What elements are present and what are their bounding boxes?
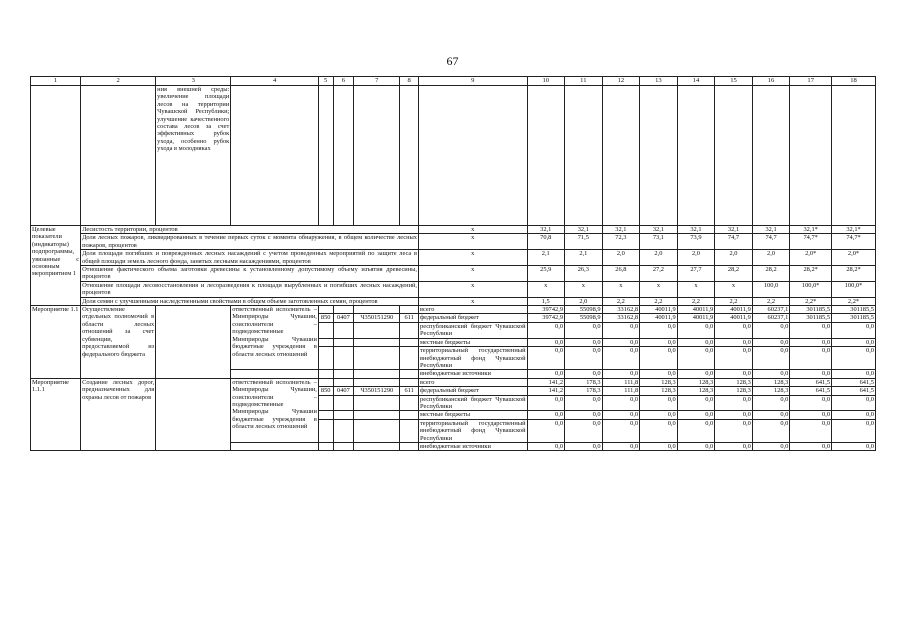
indicator-row xyxy=(31,226,876,234)
funding-value: 0,0 xyxy=(640,347,678,370)
indicator-value: 2,2 xyxy=(640,297,678,305)
indicator-value: 28,2 xyxy=(752,266,790,282)
table-cell xyxy=(333,306,354,314)
funding-value: 39742,9 xyxy=(527,314,565,322)
table-cell xyxy=(354,306,400,314)
indicator-value: 2,2 xyxy=(602,297,640,305)
table-cell xyxy=(318,395,333,411)
indicator-mark: х xyxy=(419,250,527,266)
indicator-name: Лесистость территории, процентов xyxy=(81,226,419,234)
funding-source: федеральный бюджет xyxy=(419,387,527,395)
funding-value: 128,3 xyxy=(640,378,678,386)
funding-value: 0,0 xyxy=(752,322,790,338)
table-cell xyxy=(400,419,419,442)
page-number: 67 xyxy=(446,54,459,68)
funding-value: 0,0 xyxy=(527,338,565,346)
table-cell xyxy=(81,86,156,226)
indicator-row xyxy=(31,234,876,250)
table-cell xyxy=(400,338,419,346)
table-cell xyxy=(640,86,678,226)
funding-value: 0,0 xyxy=(715,419,753,442)
table-cell xyxy=(333,442,354,450)
indicator-value: 2,0 xyxy=(640,250,678,266)
funding-value: 0,0 xyxy=(527,419,565,442)
indicator-value: 2,2* xyxy=(790,297,832,305)
funding-value: 0,0 xyxy=(832,338,876,346)
funding-value: 0,0 xyxy=(832,419,876,442)
column-header: 16 xyxy=(752,77,790,86)
table-cell xyxy=(400,347,419,370)
funding-value: 0,0 xyxy=(565,442,603,450)
funding-value: 0,0 xyxy=(640,322,678,338)
funding-value: 0,0 xyxy=(832,411,876,419)
funding-value: 178,3 xyxy=(565,378,603,386)
indicator-value: 2,2* xyxy=(832,297,876,305)
funding-value: 40011,9 xyxy=(640,306,678,314)
funding-value: 0,0 xyxy=(677,419,715,442)
table-cell xyxy=(318,338,333,346)
table-cell xyxy=(400,322,419,338)
indicator-value: х xyxy=(677,281,715,297)
indicator-value: 32,1 xyxy=(565,226,603,234)
funding-value: 0,0 xyxy=(527,442,565,450)
table-cell xyxy=(354,378,400,386)
funding-value: 0,0 xyxy=(602,442,640,450)
funding-value: 0,0 xyxy=(527,322,565,338)
measure-id: Мероприятие 1.1.1 xyxy=(31,378,81,451)
indicator-value: 32,1* xyxy=(832,226,876,234)
funding-value: 0,0 xyxy=(640,338,678,346)
table-cell xyxy=(354,322,400,338)
funding-value: 0,0 xyxy=(565,322,603,338)
indicator-value: 70,8 xyxy=(527,234,565,250)
funding-value: 0,0 xyxy=(715,395,753,411)
code-grbs: 850 xyxy=(318,314,333,322)
indicator-value: 27,2 xyxy=(640,266,678,282)
funding-value: 0,0 xyxy=(752,338,790,346)
funding-value: 0,0 xyxy=(677,370,715,378)
table-cell xyxy=(333,86,354,226)
indicator-value: х xyxy=(715,281,753,297)
funding-value: 0,0 xyxy=(640,442,678,450)
column-header: 17 xyxy=(790,77,832,86)
column-header: 18 xyxy=(832,77,876,86)
indicator-name: Доля площади погибших и поврежденных лесных насаждений с учетом проведенных мероприятий по защите леса в общей площади земель лесного фонда, занятых лесными насаждениями, процентов xyxy=(82,250,418,265)
indicator-value: х xyxy=(527,281,565,297)
indicator-value: 27,7 xyxy=(677,266,715,282)
funding-value: 40011,9 xyxy=(715,306,753,314)
table-cell xyxy=(400,370,419,378)
funding-value: 0,0 xyxy=(527,411,565,419)
funding-source: республиканский бюджет Чувашской Республики xyxy=(420,395,526,410)
column-header: 10 xyxy=(527,77,565,86)
funding-value: 40011,9 xyxy=(715,314,753,322)
table-cell xyxy=(354,419,400,442)
measure-name: Создание лесных дорог, предназначенных для охраны лесов от пожаров xyxy=(81,378,156,451)
column-header: 12 xyxy=(602,77,640,86)
funding-value: 0,0 xyxy=(677,395,715,411)
column-header: 1 xyxy=(31,77,81,86)
funding-value: 0,0 xyxy=(715,442,753,450)
indicators-label: Целевые показатели (индикаторы) подпрограммы, увязанные с основным мероприятием 1 xyxy=(31,226,81,306)
funding-source: местные бюджеты xyxy=(419,411,527,419)
funding-value: 0,0 xyxy=(677,322,715,338)
funding-source: всего xyxy=(419,378,527,386)
funding-source: внебюджетные источники xyxy=(419,442,527,450)
code-target: Ч350151290 xyxy=(354,314,400,322)
funding-value: 33162,8 xyxy=(602,306,640,314)
goal-continuation-row xyxy=(31,86,876,226)
funding-source: территориальный государственный внебюджетный фонд Чувашской Республики xyxy=(420,419,526,442)
funding-value: 641,5 xyxy=(832,387,876,395)
funding-value: 178,3 xyxy=(565,387,603,395)
column-header: 13 xyxy=(640,77,678,86)
funding-value: 0,0 xyxy=(752,442,790,450)
indicator-value: 74,7 xyxy=(752,234,790,250)
indicator-mark: х xyxy=(419,226,527,234)
indicator-value: 32,1 xyxy=(677,226,715,234)
column-header: 4 xyxy=(231,77,319,86)
indicator-value: 2,0 xyxy=(602,250,640,266)
table-cell xyxy=(354,86,400,226)
funding-value: 0,0 xyxy=(602,347,640,370)
funding-value: 0,0 xyxy=(790,347,832,370)
funding-source: федеральный бюджет xyxy=(419,314,527,322)
table-cell xyxy=(715,86,753,226)
funding-value: 0,0 xyxy=(527,347,565,370)
table-cell xyxy=(156,378,231,451)
table-cell xyxy=(400,442,419,450)
funding-value: 0,0 xyxy=(602,322,640,338)
funding-value: 0,0 xyxy=(790,395,832,411)
funding-source: республиканский бюджет Чувашской Республики xyxy=(420,322,526,338)
funding-value: 60237,1 xyxy=(752,306,790,314)
indicator-mark: х xyxy=(419,281,527,297)
indicator-value: 2,0 xyxy=(677,250,715,266)
funding-value: 0,0 xyxy=(640,411,678,419)
funding-value: 128,3 xyxy=(640,387,678,395)
column-header: 6 xyxy=(333,77,354,86)
code-section: 0407 xyxy=(333,387,354,395)
funding-value: 0,0 xyxy=(565,370,603,378)
table-cell xyxy=(333,411,354,419)
indicator-value: 74,7* xyxy=(832,234,876,250)
indicator-name: Доля лесных пожаров, ликвидированных в течение первых суток с момента обнаружения, в общем количестве лесных пожаров, процентов xyxy=(82,234,418,249)
indicator-value: 32,1* xyxy=(790,226,832,234)
table-cell xyxy=(354,338,400,346)
column-header: 9 xyxy=(419,77,527,86)
funding-value: 0,0 xyxy=(752,347,790,370)
table-cell xyxy=(400,306,419,314)
indicator-value: 28,2* xyxy=(832,266,876,282)
funding-value: 0,0 xyxy=(677,411,715,419)
indicator-value: 2,2 xyxy=(715,297,753,305)
indicator-value: 32,1 xyxy=(527,226,565,234)
indicator-value: 100,0* xyxy=(832,281,876,297)
indicator-value: 28,2* xyxy=(790,266,832,282)
funding-value: 111,8 xyxy=(602,387,640,395)
code-section: 0407 xyxy=(333,314,354,322)
table-cell xyxy=(333,322,354,338)
indicator-value: 26,3 xyxy=(565,266,603,282)
funding-value: 641,5 xyxy=(832,378,876,386)
table-cell xyxy=(565,86,603,226)
funding-value: 301185,5 xyxy=(790,306,832,314)
funding-value: 0,0 xyxy=(832,322,876,338)
funding-value: 301185,5 xyxy=(790,314,832,322)
funding-value: 0,0 xyxy=(790,338,832,346)
measure-id: Мероприятие 1.1 xyxy=(31,306,81,379)
indicator-value: 32,1 xyxy=(602,226,640,234)
funding-value: 0,0 xyxy=(752,419,790,442)
table-cell xyxy=(318,419,333,442)
funding-value: 0,0 xyxy=(565,419,603,442)
indicator-row xyxy=(31,281,876,297)
indicator-value: 2,1 xyxy=(527,250,565,266)
funding-value: 141,2 xyxy=(527,387,565,395)
funding-value: 0,0 xyxy=(602,370,640,378)
table-cell xyxy=(832,86,876,226)
table-cell xyxy=(231,370,319,378)
indicator-value: 74,7 xyxy=(715,234,753,250)
measure-executor: ответственный исполнитель – Минприроды Чувашии, соисполнители – подведомственные Минприроды Чувашии бюджетные учреждения в области лесных отношений xyxy=(231,306,319,370)
table-cell xyxy=(354,395,400,411)
column-header: 5 xyxy=(318,77,333,86)
table-cell xyxy=(602,86,640,226)
indicator-row xyxy=(31,297,876,305)
indicator-value: 26,8 xyxy=(602,266,640,282)
funding-value: 0,0 xyxy=(752,370,790,378)
indicator-name: Доля семян с улучшенными наследственными свойствами в общем объеме заготовленных семян, процентов xyxy=(81,297,419,305)
funding-value: 40011,9 xyxy=(677,306,715,314)
indicator-mark: х xyxy=(419,234,527,250)
table-cell xyxy=(156,306,231,379)
funding-value: 0,0 xyxy=(790,442,832,450)
funding-value: 0,0 xyxy=(752,411,790,419)
indicator-value: 74,7* xyxy=(790,234,832,250)
funding-value: 0,0 xyxy=(602,419,640,442)
funding-value: 0,0 xyxy=(790,419,832,442)
indicator-value: 73,1 xyxy=(640,234,678,250)
table-cell xyxy=(354,370,400,378)
funding-value: 0,0 xyxy=(677,442,715,450)
table-cell xyxy=(318,322,333,338)
funding-value: 0,0 xyxy=(565,338,603,346)
indicator-value: 32,1 xyxy=(715,226,753,234)
indicator-row xyxy=(31,266,876,282)
funding-row xyxy=(31,306,876,314)
funding-value: 33162,8 xyxy=(602,314,640,322)
funding-value: 0,0 xyxy=(565,395,603,411)
table-cell xyxy=(318,442,333,450)
indicator-value: 2,1 xyxy=(565,250,603,266)
funding-value: 0,0 xyxy=(790,322,832,338)
table-cell xyxy=(333,395,354,411)
funding-value: 0,0 xyxy=(715,370,753,378)
funding-value: 0,0 xyxy=(602,338,640,346)
indicator-value: 32,1 xyxy=(640,226,678,234)
funding-row xyxy=(31,378,876,386)
table-cell xyxy=(318,347,333,370)
indicator-row xyxy=(31,250,876,266)
funding-value: 128,3 xyxy=(677,378,715,386)
indicator-value: х xyxy=(565,281,603,297)
header-row xyxy=(31,77,876,86)
code-type: 611 xyxy=(400,314,419,322)
indicator-value: 71,5 xyxy=(565,234,603,250)
funding-value: 141,2 xyxy=(527,378,565,386)
funding-value: 0,0 xyxy=(715,338,753,346)
indicator-mark: х xyxy=(419,266,527,282)
table-cell xyxy=(333,347,354,370)
funding-value: 60237,1 xyxy=(752,314,790,322)
funding-value: 0,0 xyxy=(832,347,876,370)
column-header: 8 xyxy=(400,77,419,86)
funding-value: 0,0 xyxy=(602,395,640,411)
funding-value: 128,3 xyxy=(677,387,715,395)
funding-value: 39742,9 xyxy=(527,306,565,314)
table-cell xyxy=(333,419,354,442)
funding-value: 0,0 xyxy=(527,395,565,411)
funding-value: 641,5 xyxy=(790,387,832,395)
funding-value: 0,0 xyxy=(832,395,876,411)
funding-value: 0,0 xyxy=(832,370,876,378)
table-cell xyxy=(318,86,333,226)
column-header: 11 xyxy=(565,77,603,86)
indicator-value: 73,9 xyxy=(677,234,715,250)
funding-value: 0,0 xyxy=(790,370,832,378)
table-cell xyxy=(354,442,400,450)
table-cell xyxy=(400,411,419,419)
indicator-value: 2,2 xyxy=(752,297,790,305)
funding-value: 0,0 xyxy=(565,347,603,370)
indicator-mark: х xyxy=(419,297,527,305)
indicator-name: Отношение площади лесовосстановления и лесоразведения к площади вырубленных и погибших лесных насаждений, процентов xyxy=(82,281,418,297)
funding-source: местные бюджеты xyxy=(419,338,527,346)
funding-value: 0,0 xyxy=(832,442,876,450)
funding-source: внебюджетные источники xyxy=(419,370,527,378)
column-header: 14 xyxy=(677,77,715,86)
funding-value: 0,0 xyxy=(677,347,715,370)
table-cell xyxy=(333,370,354,378)
indicator-value: 100,0* xyxy=(790,281,832,297)
funding-value: 301185,5 xyxy=(832,306,876,314)
funding-value: 40011,9 xyxy=(677,314,715,322)
indicator-value: 2,2 xyxy=(677,297,715,305)
indicator-value: х xyxy=(640,281,678,297)
table-cell xyxy=(790,86,832,226)
indicator-value: х xyxy=(602,281,640,297)
funding-value: 0,0 xyxy=(677,338,715,346)
table-cell xyxy=(400,395,419,411)
funding-value: 0,0 xyxy=(565,411,603,419)
table-cell xyxy=(354,411,400,419)
indicator-value: 25,9 xyxy=(527,266,565,282)
table-cell xyxy=(318,306,333,314)
indicator-value: 2,0 xyxy=(715,250,753,266)
program-table xyxy=(30,76,876,451)
indicator-value: 2,0 xyxy=(565,297,603,305)
code-type: 611 xyxy=(400,387,419,395)
table-cell xyxy=(752,86,790,226)
code-target: Ч350151290 xyxy=(354,387,400,395)
funding-value: 55098,9 xyxy=(565,306,603,314)
table-cell xyxy=(354,347,400,370)
funding-value: 0,0 xyxy=(640,395,678,411)
funding-value: 40011,9 xyxy=(640,314,678,322)
funding-value: 0,0 xyxy=(790,411,832,419)
funding-value: 128,3 xyxy=(715,378,753,386)
funding-source: всего xyxy=(419,306,527,314)
funding-value: 0,0 xyxy=(715,411,753,419)
table-cell xyxy=(231,442,319,450)
funding-value: 0,0 xyxy=(602,411,640,419)
table-cell xyxy=(400,378,419,386)
funding-value: 0,0 xyxy=(640,419,678,442)
indicator-value: 72,3 xyxy=(602,234,640,250)
column-header: 7 xyxy=(354,77,400,86)
funding-source: территориальный государственный внебюджетный фонд Чувашской Республики xyxy=(420,347,526,369)
measure-executor: ответственный исполнитель – Минприроды Чувашии, соисполнители – подведомственные Минприроды Чувашии бюджетные учреждения в области лесных отношений xyxy=(231,378,319,442)
indicator-value: 1,5 xyxy=(527,297,565,305)
table-cell xyxy=(527,86,565,226)
funding-value: 301185,5 xyxy=(832,314,876,322)
indicator-value: 2,0* xyxy=(790,250,832,266)
funding-value: 0,0 xyxy=(715,347,753,370)
table-cell xyxy=(400,86,419,226)
funding-value: 128,3 xyxy=(715,387,753,395)
funding-value: 0,0 xyxy=(715,322,753,338)
indicator-value: 32,1 xyxy=(752,226,790,234)
funding-value: 128,3 xyxy=(752,378,790,386)
funding-value: 0,0 xyxy=(640,370,678,378)
funding-value: 128,3 xyxy=(752,387,790,395)
table-cell xyxy=(31,86,81,226)
goal-text: ния внешней среды: увеличение площади лесов на территории Чувашской Республики; улучшение качественного состава лесов за счет эффективных рубок ухода, особенно рубок ухода в молодняках xyxy=(156,86,231,226)
column-header: 15 xyxy=(715,77,753,86)
indicator-value: 100,0 xyxy=(752,281,790,297)
funding-value: 0,0 xyxy=(752,395,790,411)
table-cell xyxy=(231,86,319,226)
table-cell xyxy=(419,86,527,226)
table-cell xyxy=(677,86,715,226)
column-header: 2 xyxy=(81,77,156,86)
code-grbs: 850 xyxy=(318,387,333,395)
column-header: 3 xyxy=(156,77,231,86)
table-cell xyxy=(333,378,354,386)
table-cell xyxy=(318,411,333,419)
indicator-name: Отношение фактического объема заготовки древесины к установленному допустимому объему изъятия древесины, процентов xyxy=(82,266,418,281)
measure-name: Осуществление отдельных полномочий в области лесных отношений за счет субвенции, предоставляемой из федерального бюджета xyxy=(81,306,156,379)
table-body xyxy=(31,77,876,451)
table-cell xyxy=(318,370,333,378)
funding-value: 111,8 xyxy=(602,378,640,386)
funding-value: 55098,9 xyxy=(565,314,603,322)
indicator-value: 2,0* xyxy=(832,250,876,266)
funding-value: 641,5 xyxy=(790,378,832,386)
table-cell xyxy=(318,378,333,386)
funding-value: 0,0 xyxy=(527,370,565,378)
table-cell xyxy=(333,338,354,346)
indicator-value: 2,0 xyxy=(752,250,790,266)
indicator-value: 28,2 xyxy=(715,266,753,282)
